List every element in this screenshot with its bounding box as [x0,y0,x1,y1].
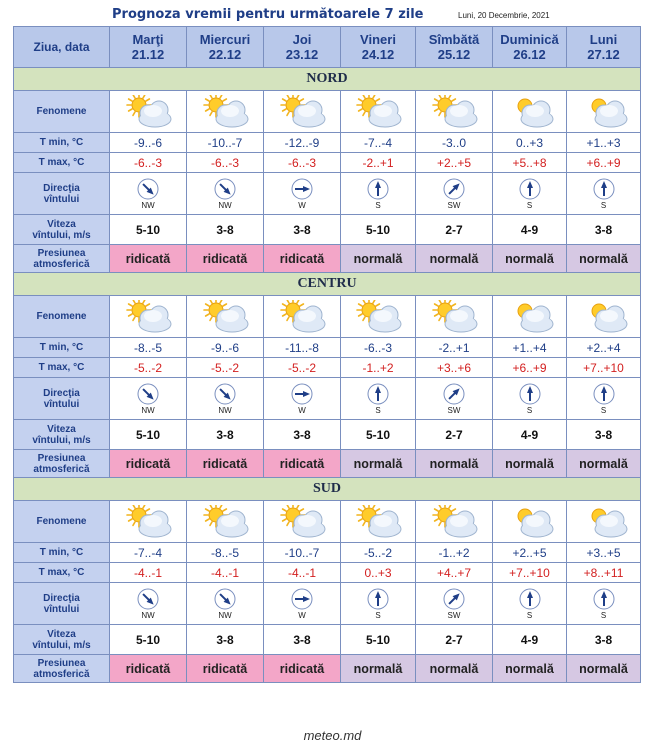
phenomena-cell [493,91,567,133]
wind-direction-code: S [375,200,381,210]
wind-direction-code: NW [141,610,155,620]
day-date: 22.12 [208,47,242,62]
wind-speed-cell: 2-7 [416,215,493,245]
wind-direction-icon [443,178,465,200]
wind-speed-cell: 3-8 [264,215,341,245]
wind-direction-icon [214,588,236,610]
wind-direction-cell [187,378,264,420]
day-name: Luni [589,32,618,47]
tmax-row [14,153,641,173]
pressure-cell: normală [567,655,641,683]
phenomena-label: Fenomene [14,501,110,543]
tmax-label: T max, °C [14,358,110,378]
pressure-cell: normală [416,655,493,683]
wind-direction-icon [291,178,313,200]
wind-direction-cell [493,173,567,215]
wind-direction-icon [214,178,236,200]
wind-direction-box [187,383,263,415]
tmin-cell: +2..+5 [493,543,567,563]
day-name: Marţi [132,32,164,47]
wind-direction-cell [187,583,264,625]
pressure-cell: ridicată [187,655,264,683]
wind-direction-code: S [600,610,607,620]
wind-direction-cell [416,378,493,420]
partly-cloudy-sun-icon [428,95,480,129]
pressure-cell: normală [416,245,493,273]
tmax-cell: -4..-1 [264,563,341,583]
wind-direction-code: W [298,200,306,210]
page-title: Prognoza vremii pentru următoarele 7 zile [112,7,424,22]
wind-direction-label [14,583,110,625]
wind-direction-cell [341,173,416,215]
wind-direction-code: SW [447,610,461,620]
cloudy-sun-icon [504,95,556,129]
wind-direction-label-line2: vîntului [43,398,80,410]
wind-direction-box [110,383,186,415]
partly-cloudy-sun-icon [428,300,480,334]
wind-direction-row [14,378,641,420]
tmin-cell: 0..+3 [493,133,567,153]
day-date: 23.12 [285,47,319,62]
wind-direction-label-line1: Direcţia [43,592,80,604]
wind-direction-code: S [600,200,607,210]
day-header [493,27,567,68]
wind-direction-icon [593,178,615,200]
wind-direction-code: NW [141,200,155,210]
wind-direction-code: S [375,405,381,415]
phenomena-cell [567,296,641,338]
phenomena-cell [567,501,641,543]
pressure-cell: ridicată [110,655,187,683]
day-header [341,27,416,68]
phenomena-row [14,501,641,543]
wind-direction-box [341,178,415,210]
wind-direction-icon [137,588,159,610]
phenomena-cell [110,501,187,543]
phenomena-cell [416,91,493,133]
tmax-row [14,563,641,583]
tmin-row [14,338,641,358]
tmin-row [14,543,641,563]
day-date: 24.12 [361,47,395,62]
wind-direction-icon [519,588,541,610]
tmin-cell: -11..-8 [264,338,341,358]
wind-speed-row [14,420,641,450]
wind-speed-cell: 3-8 [567,215,641,245]
phenomena-label: Fenomene [14,296,110,338]
tmax-cell: +2..+5 [416,153,493,173]
tmax-cell: -6..-3 [110,153,187,173]
phenomena-cell [264,91,341,133]
wind-direction-box [264,588,340,620]
cloudy-sun-icon [578,300,630,334]
wind-direction-cell [416,173,493,215]
phenomena-cell [110,296,187,338]
tmax-cell: +4..+7 [416,563,493,583]
wind-speed-label-line1: Viteza [47,423,76,435]
tmin-cell: -7..-4 [341,133,416,153]
source-caption: meteo.md [303,728,362,743]
partly-cloudy-sun-icon [428,505,480,539]
wind-direction-cell [341,583,416,625]
pressure-label-line2: atmosferică [33,258,90,270]
wind-direction-box [567,588,640,620]
wind-direction-cell [567,378,641,420]
phenomena-cell [416,296,493,338]
tmax-cell: +3..+6 [416,358,493,378]
partly-cloudy-sun-icon [199,300,251,334]
phenomena-row [14,91,641,133]
wind-direction-box [567,383,640,415]
pressure-label [14,450,110,478]
region-title: NORD [14,68,641,91]
day-header [110,27,187,68]
pressure-cell: normală [567,245,641,273]
wind-speed-label-line2: vîntului, m/s [32,639,91,651]
wind-direction-cell [493,583,567,625]
wind-direction-label [14,173,110,215]
tmax-cell: -6..-3 [264,153,341,173]
region-title: SUD [14,478,641,501]
wind-direction-code: S [526,405,533,415]
wind-direction-code: S [600,405,607,415]
tmin-cell: +2..+4 [567,338,641,358]
wind-direction-icon [367,178,389,200]
wind-direction-cell [341,378,416,420]
wind-direction-box [110,178,186,210]
wind-direction-icon [519,178,541,200]
wind-direction-label-line2: vîntului [43,603,80,615]
wind-direction-icon [214,383,236,405]
partly-cloudy-sun-icon [276,300,328,334]
wind-direction-icon [519,383,541,405]
tmax-label: T max, °C [14,153,110,173]
wind-direction-box [416,383,492,415]
day-date: 21.12 [131,47,165,62]
tmax-cell: 0..+3 [341,563,416,583]
wind-speed-cell: 5-10 [341,215,416,245]
wind-direction-code: NW [218,610,232,620]
phenomena-cell [341,296,416,338]
wind-direction-row [14,173,641,215]
day-date: 26.12 [513,47,546,62]
day-name: Sîmbătă [428,32,480,47]
pressure-label [14,655,110,683]
tmin-cell: -9..-6 [187,338,264,358]
tmax-cell: -6..-3 [187,153,264,173]
partly-cloudy-sun-icon [199,505,251,539]
pressure-label [14,245,110,273]
tmax-cell: +6..+9 [493,358,567,378]
pressure-cell: normală [416,450,493,478]
pressure-cell: ridicată [187,245,264,273]
wind-direction-icon [367,383,389,405]
tmin-cell: -10..-7 [264,543,341,563]
wind-speed-cell: 4-9 [493,625,567,655]
tmin-cell: +1..+4 [493,338,567,358]
wind-direction-code: W [298,405,306,415]
phenomena-cell [110,91,187,133]
pressure-cell: ridicată [264,450,341,478]
wind-direction-box [416,178,492,210]
partly-cloudy-sun-icon [199,95,251,129]
wind-direction-cell [187,173,264,215]
wind-speed-cell: 5-10 [110,625,187,655]
wind-speed-label [14,625,110,655]
tmax-cell: -2..+1 [341,153,416,173]
wind-direction-cell [110,583,187,625]
tmin-label: T min, °C [14,338,110,358]
wind-speed-cell: 5-10 [341,420,416,450]
phenomena-cell [187,91,264,133]
wind-direction-label-line1: Direcţia [43,387,80,399]
wind-speed-label [14,420,110,450]
wind-speed-cell: 4-9 [493,420,567,450]
wind-direction-icon [137,383,159,405]
wind-speed-cell: 3-8 [264,625,341,655]
region-row [14,273,641,296]
tmin-cell: +3..+5 [567,543,641,563]
pressure-cell: normală [493,245,567,273]
wind-direction-code: S [526,610,533,620]
pressure-label-line2: atmosferică [33,463,90,475]
wind-direction-box [341,383,415,415]
day-name: Vineri [360,32,396,47]
day-date: 27.12 [587,47,620,62]
tmax-cell: -5..-2 [187,358,264,378]
wind-direction-icon [443,383,465,405]
wind-direction-box [187,588,263,620]
tmax-cell: +5..+8 [493,153,567,173]
wind-direction-icon [593,588,615,610]
tmax-cell: +8..+11 [567,563,641,583]
tmax-cell: -1..+2 [341,358,416,378]
wind-speed-cell: 5-10 [110,215,187,245]
pressure-cell: normală [341,245,416,273]
tmax-cell: +7..+10 [567,358,641,378]
tmin-cell: -8..-5 [110,338,187,358]
phenomena-cell [341,501,416,543]
wind-direction-icon [291,588,313,610]
pressure-cell: ridicată [264,655,341,683]
region-title: CENTRU [14,273,641,296]
tmax-cell: -4..-1 [110,563,187,583]
tmin-cell: -8..-5 [187,543,264,563]
wind-speed-cell: 3-8 [187,625,264,655]
wind-speed-label [14,215,110,245]
phenomena-label: Fenomene [14,91,110,133]
wind-direction-code: SW [447,200,461,210]
tmax-cell: +7..+10 [493,563,567,583]
partly-cloudy-sun-icon [276,95,328,129]
day-name: Joi [292,32,312,47]
wind-direction-cell [567,173,641,215]
cloudy-sun-icon [578,505,630,539]
pressure-cell: normală [341,655,416,683]
tmin-cell: -6..-3 [341,338,416,358]
pressure-cell: normală [493,450,567,478]
tmax-cell: +6..+9 [567,153,641,173]
wind-speed-cell: 2-7 [416,420,493,450]
wind-direction-label-line2: vîntului [43,193,80,205]
wind-direction-row [14,583,641,625]
tmax-cell: -5..-2 [264,358,341,378]
wind-speed-cell: 3-8 [264,420,341,450]
pressure-cell: ridicată [187,450,264,478]
phenomena-cell [264,501,341,543]
wind-direction-code: W [298,610,306,620]
wind-direction-box [264,383,340,415]
tmin-cell: -12..-9 [264,133,341,153]
forecast-table [13,26,641,683]
wind-speed-cell: 3-8 [567,420,641,450]
wind-speed-cell: 3-8 [187,420,264,450]
phenomena-cell [567,91,641,133]
wind-direction-box [110,588,186,620]
day-name: Miercuri [199,32,251,47]
phenomena-cell [264,296,341,338]
pressure-label-line1: Presiunea [37,247,86,259]
phenomena-cell [341,91,416,133]
wind-direction-icon [443,588,465,610]
tmin-cell: -5..-2 [341,543,416,563]
wind-direction-code: SW [447,405,461,415]
date-column-label: Ziua, data [33,40,90,54]
wind-direction-cell [493,378,567,420]
wind-speed-cell: 3-8 [567,625,641,655]
wind-direction-cell [264,378,341,420]
tmax-label: T max, °C [14,563,110,583]
tmax-cell: -4..-1 [187,563,264,583]
partly-cloudy-sun-icon [352,505,404,539]
wind-speed-row [14,625,641,655]
partly-cloudy-sun-icon [276,505,328,539]
wind-speed-label-line2: vîntului, m/s [32,434,91,446]
cloudy-sun-icon [578,95,630,129]
tmin-label: T min, °C [14,543,110,563]
wind-direction-box [416,588,492,620]
wind-direction-cell [264,173,341,215]
wind-direction-code: NW [218,200,232,210]
wind-direction-box [567,178,640,210]
tmin-cell: -3..0 [416,133,493,153]
tmin-cell: -1..+2 [416,543,493,563]
phenomena-cell [187,501,264,543]
wind-direction-code: S [375,610,381,620]
tmin-cell: -2..+1 [416,338,493,358]
pressure-cell: normală [341,450,416,478]
day-header [264,27,341,68]
region-row [14,478,641,501]
wind-speed-label-line2: vîntului, m/s [32,229,91,241]
wind-direction-icon [367,588,389,610]
tmin-cell: +1..+3 [567,133,641,153]
pressure-row [14,450,641,478]
pressure-cell: normală [493,655,567,683]
partly-cloudy-sun-icon [122,95,174,129]
tmin-cell: -7..-4 [110,543,187,563]
partly-cloudy-sun-icon [352,300,404,334]
partly-cloudy-sun-icon [352,95,404,129]
pressure-row [14,245,641,273]
pressure-label-line1: Presiunea [37,657,86,669]
partly-cloudy-sun-icon [122,505,174,539]
wind-speed-row [14,215,641,245]
pressure-cell: ridicată [110,245,187,273]
wind-direction-cell [110,378,187,420]
header-row [14,27,641,68]
wind-direction-box [493,588,566,620]
wind-direction-icon [137,178,159,200]
pressure-cell: ridicată [110,450,187,478]
wind-direction-box [493,178,566,210]
wind-direction-box [493,383,566,415]
wind-direction-box [264,178,340,210]
wind-direction-code: NW [218,405,232,415]
wind-direction-icon [291,383,313,405]
wind-direction-cell [264,583,341,625]
day-date: 25.12 [437,47,471,62]
wind-speed-label-line1: Viteza [47,628,76,640]
day-header [187,27,264,68]
day-header [416,27,493,68]
wind-direction-label-line1: Direcţia [43,182,80,194]
tmin-cell: -10..-7 [187,133,264,153]
tmax-cell: -5..-2 [110,358,187,378]
wind-direction-label [14,378,110,420]
pressure-label-line2: atmosferică [33,668,90,680]
tmax-row [14,358,641,378]
tmin-row [14,133,641,153]
header-label [14,27,110,68]
wind-speed-cell: 4-9 [493,215,567,245]
phenomena-row [14,296,641,338]
wind-direction-code: S [526,200,533,210]
pressure-label-line1: Presiunea [37,452,86,464]
region-row [14,68,641,91]
wind-direction-cell [567,583,641,625]
day-name: Duminică [500,32,559,47]
partly-cloudy-sun-icon [122,300,174,334]
wind-direction-box [341,588,415,620]
wind-speed-cell: 3-8 [187,215,264,245]
cloudy-sun-icon [504,505,556,539]
wind-direction-box [187,178,263,210]
wind-direction-cell [110,173,187,215]
wind-direction-cell [416,583,493,625]
tmin-cell: -9..-6 [110,133,187,153]
wind-speed-cell: 5-10 [110,420,187,450]
phenomena-cell [187,296,264,338]
wind-direction-code: NW [141,405,155,415]
wind-speed-cell: 2-7 [416,625,493,655]
day-header [567,27,641,68]
wind-direction-icon [593,383,615,405]
phenomena-cell [416,501,493,543]
cloudy-sun-icon [504,300,556,334]
wind-speed-cell: 5-10 [341,625,416,655]
pressure-row [14,655,641,683]
phenomena-cell [493,501,567,543]
phenomena-cell [493,296,567,338]
issue-date: Luni, 20 Decembrie, 2021 [458,11,550,20]
tmin-label: T min, °C [14,133,110,153]
wind-speed-label-line1: Viteza [47,218,76,230]
pressure-cell: ridicată [264,245,341,273]
pressure-cell: normală [567,450,641,478]
